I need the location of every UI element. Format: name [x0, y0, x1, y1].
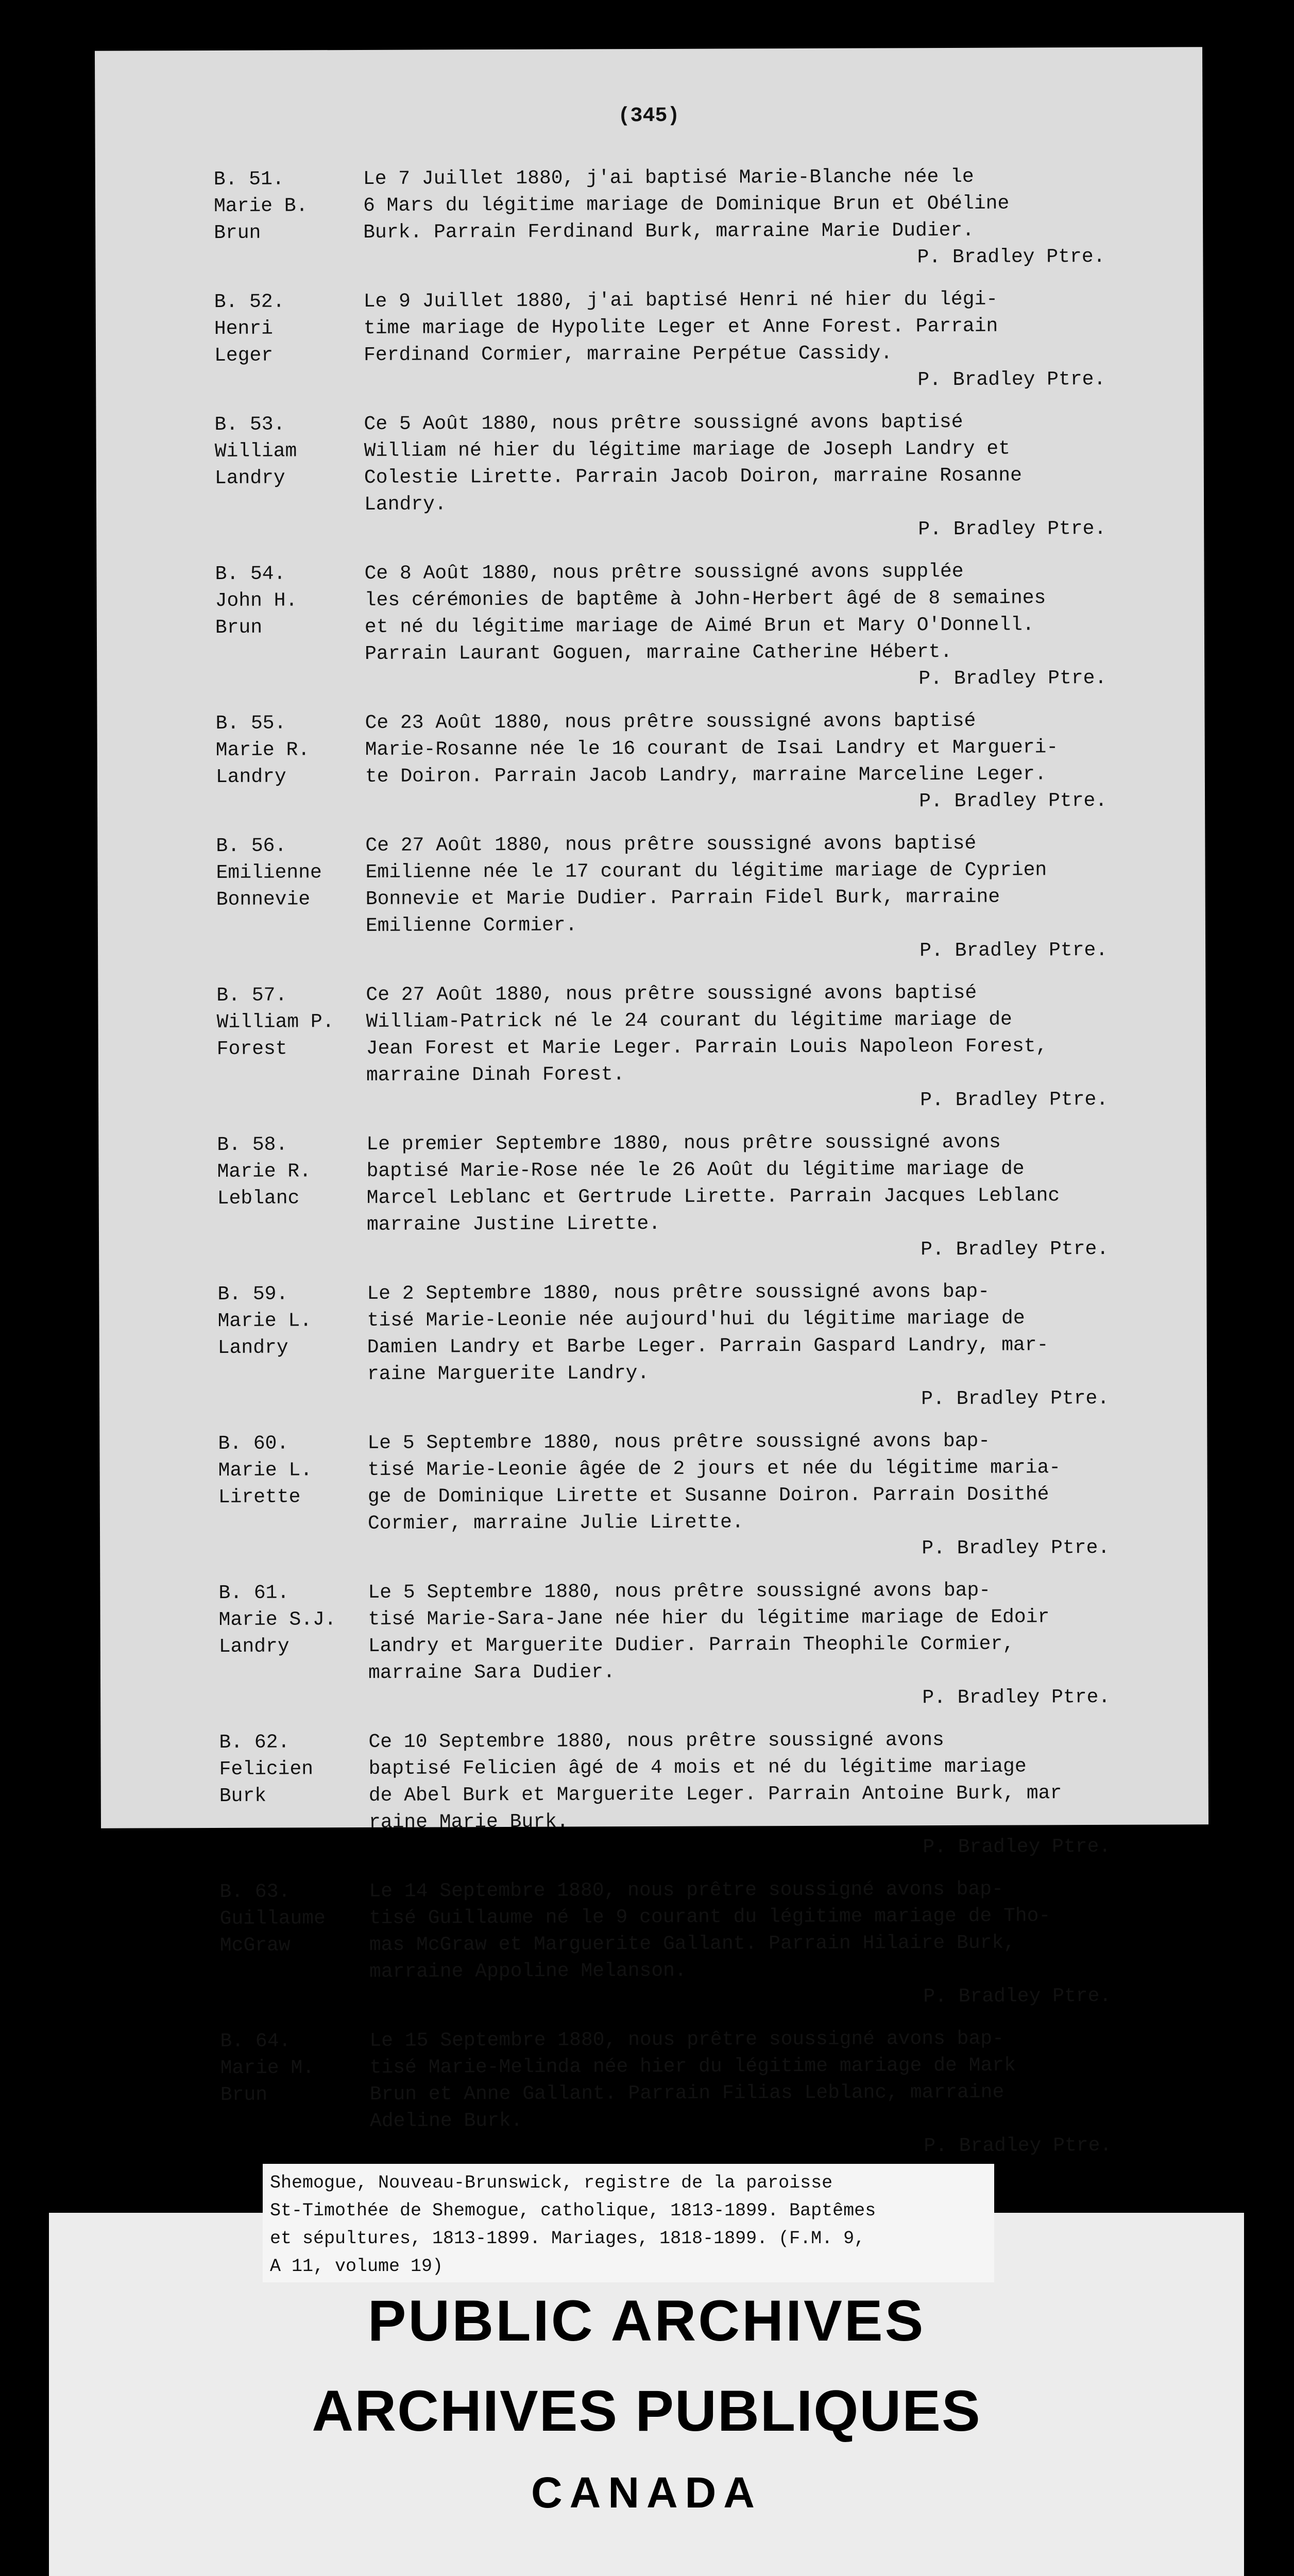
entry-signature: P. Bradley Ptre. — [918, 517, 1106, 541]
entry-text: Ce 10 Septembre 1880, nous prêtre soussigné avons baptisé Felicien âgé de 4 mois et né du légitime mariage de Abel Burk et Marguerite Leger. Parrain Antoine Burk, mar raine Marie Burk. — [368, 1729, 1062, 1834]
entry-signature: P. Bradley Ptre. — [917, 368, 1106, 392]
entry-text: Ce 5 Août 1880, nous prêtre soussigné avons baptisé William né hier du légitime mariage de Joseph Landry et Colestie Lirette. Parrain Jacob Doiron, marraine Rosanne Landry. — [364, 411, 1022, 516]
entry-label: B. 58. Marie R. Leblanc — [217, 1133, 312, 1210]
entry-b64 — [220, 2025, 1173, 2162]
entry-label: B. 62. Felicien Burk — [219, 1731, 314, 1807]
entry-label: B. 64. Marie M. Brun — [220, 2030, 315, 2106]
entry-signature: P. Bradley Ptre. — [921, 1238, 1109, 1261]
entry-b53 — [214, 408, 1168, 545]
entry-b62 — [219, 1726, 1172, 1863]
entry-b63 — [219, 1875, 1173, 2012]
entry-label: B. 59. Marie L. Landry — [217, 1283, 312, 1359]
entry-text: Le premier Septembre 1880, nous prêtre soussigné avons baptisé Marie-Rose née le 26 Août du légitime mariage de Marcel Leblanc et Gertrude Lirette. Parrain Jacques Leblanc marraine Justine Lirette. — [366, 1131, 1060, 1236]
archives-title-english: PUBLIC ARCHIVES — [367, 2289, 926, 2353]
entry-label: B. 52. Henri Leger — [214, 291, 285, 367]
archives-country: CANADA — [531, 2468, 762, 2517]
entry-signature: P. Bradley Ptre. — [920, 939, 1108, 962]
entry-text: Ce 8 Août 1880, nous prêtre soussigné avons supplée les cérémonies de baptême à John-Herbert âgé de 8 semaines et né du légitime mariage de Aimé Brun et Mary O'Donnell. Parrain Laurant Goguen, marraine Catherine Hébert. — [364, 560, 1046, 665]
entry-signature: P. Bradley Ptre. — [920, 1088, 1109, 1112]
entry-signature: P. Bradley Ptre. — [922, 1686, 1111, 1709]
entry-label: B. 51. Marie B. Brun — [213, 168, 308, 244]
entry-signature: P. Bradley Ptre. — [919, 789, 1108, 813]
entry-label: B. 54. John H. Brun — [215, 563, 298, 639]
register-page — [95, 47, 1208, 2158]
entry-b60 — [218, 1427, 1171, 1564]
archives-title-french: ARCHIVES PUBLIQUES — [312, 2379, 981, 2443]
archives-source-note: Shemogue, Nouveau-Brunswick, registre de la paroisse St-Timothée de Shemogue, catholique, 1813-1899. Baptêmes et sépultures, 1813-1899. Mariages, 1818-1899. (F.M. 9, A 11, volume 19) — [263, 2164, 994, 2282]
entry-signature: P. Bradley Ptre. — [922, 1536, 1110, 1560]
entry-text: Le 14 Septembre 1880, nous prêtre soussigné avons bap- tisé Guillaume né le 9 courant du légitime mariage de Tho- mas McGraw et Marguerite Gallant. Parrain Hilaire Burk, marraine Appoline Melanson. — [369, 1878, 1051, 1983]
entry-label: B. 63. Guillaume McGraw — [219, 1880, 326, 1957]
entry-label: B. 56. Emilienne Bonnevie — [216, 835, 322, 911]
entry-b55 — [215, 707, 1169, 817]
entry-label: B. 55. Marie R. Landry — [215, 712, 310, 788]
entry-label: B. 53. William Landry — [214, 413, 297, 489]
entry-b52 — [214, 285, 1168, 396]
entry-signature: P. Bradley Ptre. — [923, 1985, 1112, 2008]
entry-b61 — [218, 1577, 1172, 1714]
entry-label: B. 60. Marie L. Lirette — [218, 1432, 313, 1509]
entry-text: Le 15 Septembre 1880, nous prêtre soussigné avons bap- tisé Marie-Melinda née hier du légitime mariage de Mark Brun et Anne Gallant. Parrain Filias Leblanc, marraine Adeline Burk. — [369, 2027, 1016, 2132]
entry-text: Le 9 Juillet 1880, j'ai baptisé Henri né hier du légi- time mariage de Hypolite Leger et Anne Forest. Parrain Ferdinand Cormier, marraine Perpétue Cassidy. — [363, 288, 998, 366]
entry-signature: P. Bradley Ptre. — [918, 667, 1107, 690]
entry-text: Ce 27 Août 1880, nous prêtre soussigné avons baptisé Emilienne née le 17 courant du légitime mariage de Cyprien Bonnevie et Marie Dudier. Parrain Fidel Burk, marraine Emilienne Cormier. — [365, 832, 1047, 937]
entry-b57 — [216, 979, 1170, 1116]
entry-b58 — [217, 1128, 1170, 1265]
page-number: (345) — [618, 104, 680, 128]
entry-text: Ce 27 Août 1880, nous prêtre soussigné avons baptisé William-Patrick né le 24 courant du légitime mariage de Jean Forest et Marie Leger. Parrain Louis Napoleon Forest, marraine Dinah Forest. — [366, 981, 1048, 1087]
entry-signature: P. Bradley Ptre. — [924, 2134, 1112, 2158]
entry-signature: P. Bradley Ptre. — [923, 1835, 1111, 1859]
entry-b54 — [215, 557, 1168, 694]
entry-b56 — [216, 829, 1169, 967]
entry-signature: P. Bradley Ptre. — [921, 1387, 1110, 1411]
entry-text: Ce 23 Août 1880, nous prêtre soussigné avons baptisé Marie-Rosanne née le 16 courant de Isai Landry et Margueri- te Doiron. Parrain Jacob Landry, marraine Marceline Leger. — [365, 709, 1059, 788]
entry-text: Le 2 Septembre 1880, nous prêtre soussigné avons bap- tisé Marie-Leonie née aujourd'hui du légitime mariage de Damien Landry et Barbe Leger. Parrain Gaspard Landry, mar- raine Marguerite Landry. — [367, 1280, 1049, 1385]
entries-list — [214, 163, 1174, 2178]
entry-text: Le 7 Juillet 1880, j'ai baptisé Marie-Blanche née le 6 Mars du légitime mariage de Dominique Brun et Obéline Burk. Parrain Ferdinand Burk, marraine Marie Dudier. — [363, 165, 1010, 244]
entry-b51 — [214, 163, 1167, 274]
entry-signature: P. Bradley Ptre. — [917, 245, 1105, 269]
entry-text: Le 5 Septembre 1880, nous prêtre soussigné avons bap- tisé Marie-Leonie âgée de 2 jours et née du légitime maria- ge de Dominique Lirette et Susanne Doiron. Parrain Dosithé Cormier, marraine Julie Lirette. — [367, 1430, 1061, 1535]
entry-label: B. 57. William P. Forest — [216, 984, 334, 1060]
entry-b59 — [217, 1278, 1171, 1415]
entry-text: Le 5 Septembre 1880, nous prêtre soussigné avons bap- tisé Marie-Sara-Jane née hier du légitime mariage de Edoir Landry et Marguerite Dudier. Parrain Theophile Cormier, marraine Sara Dudier. — [368, 1579, 1050, 1684]
entry-label: B. 61. Marie S.J. Landry — [218, 1582, 336, 1658]
